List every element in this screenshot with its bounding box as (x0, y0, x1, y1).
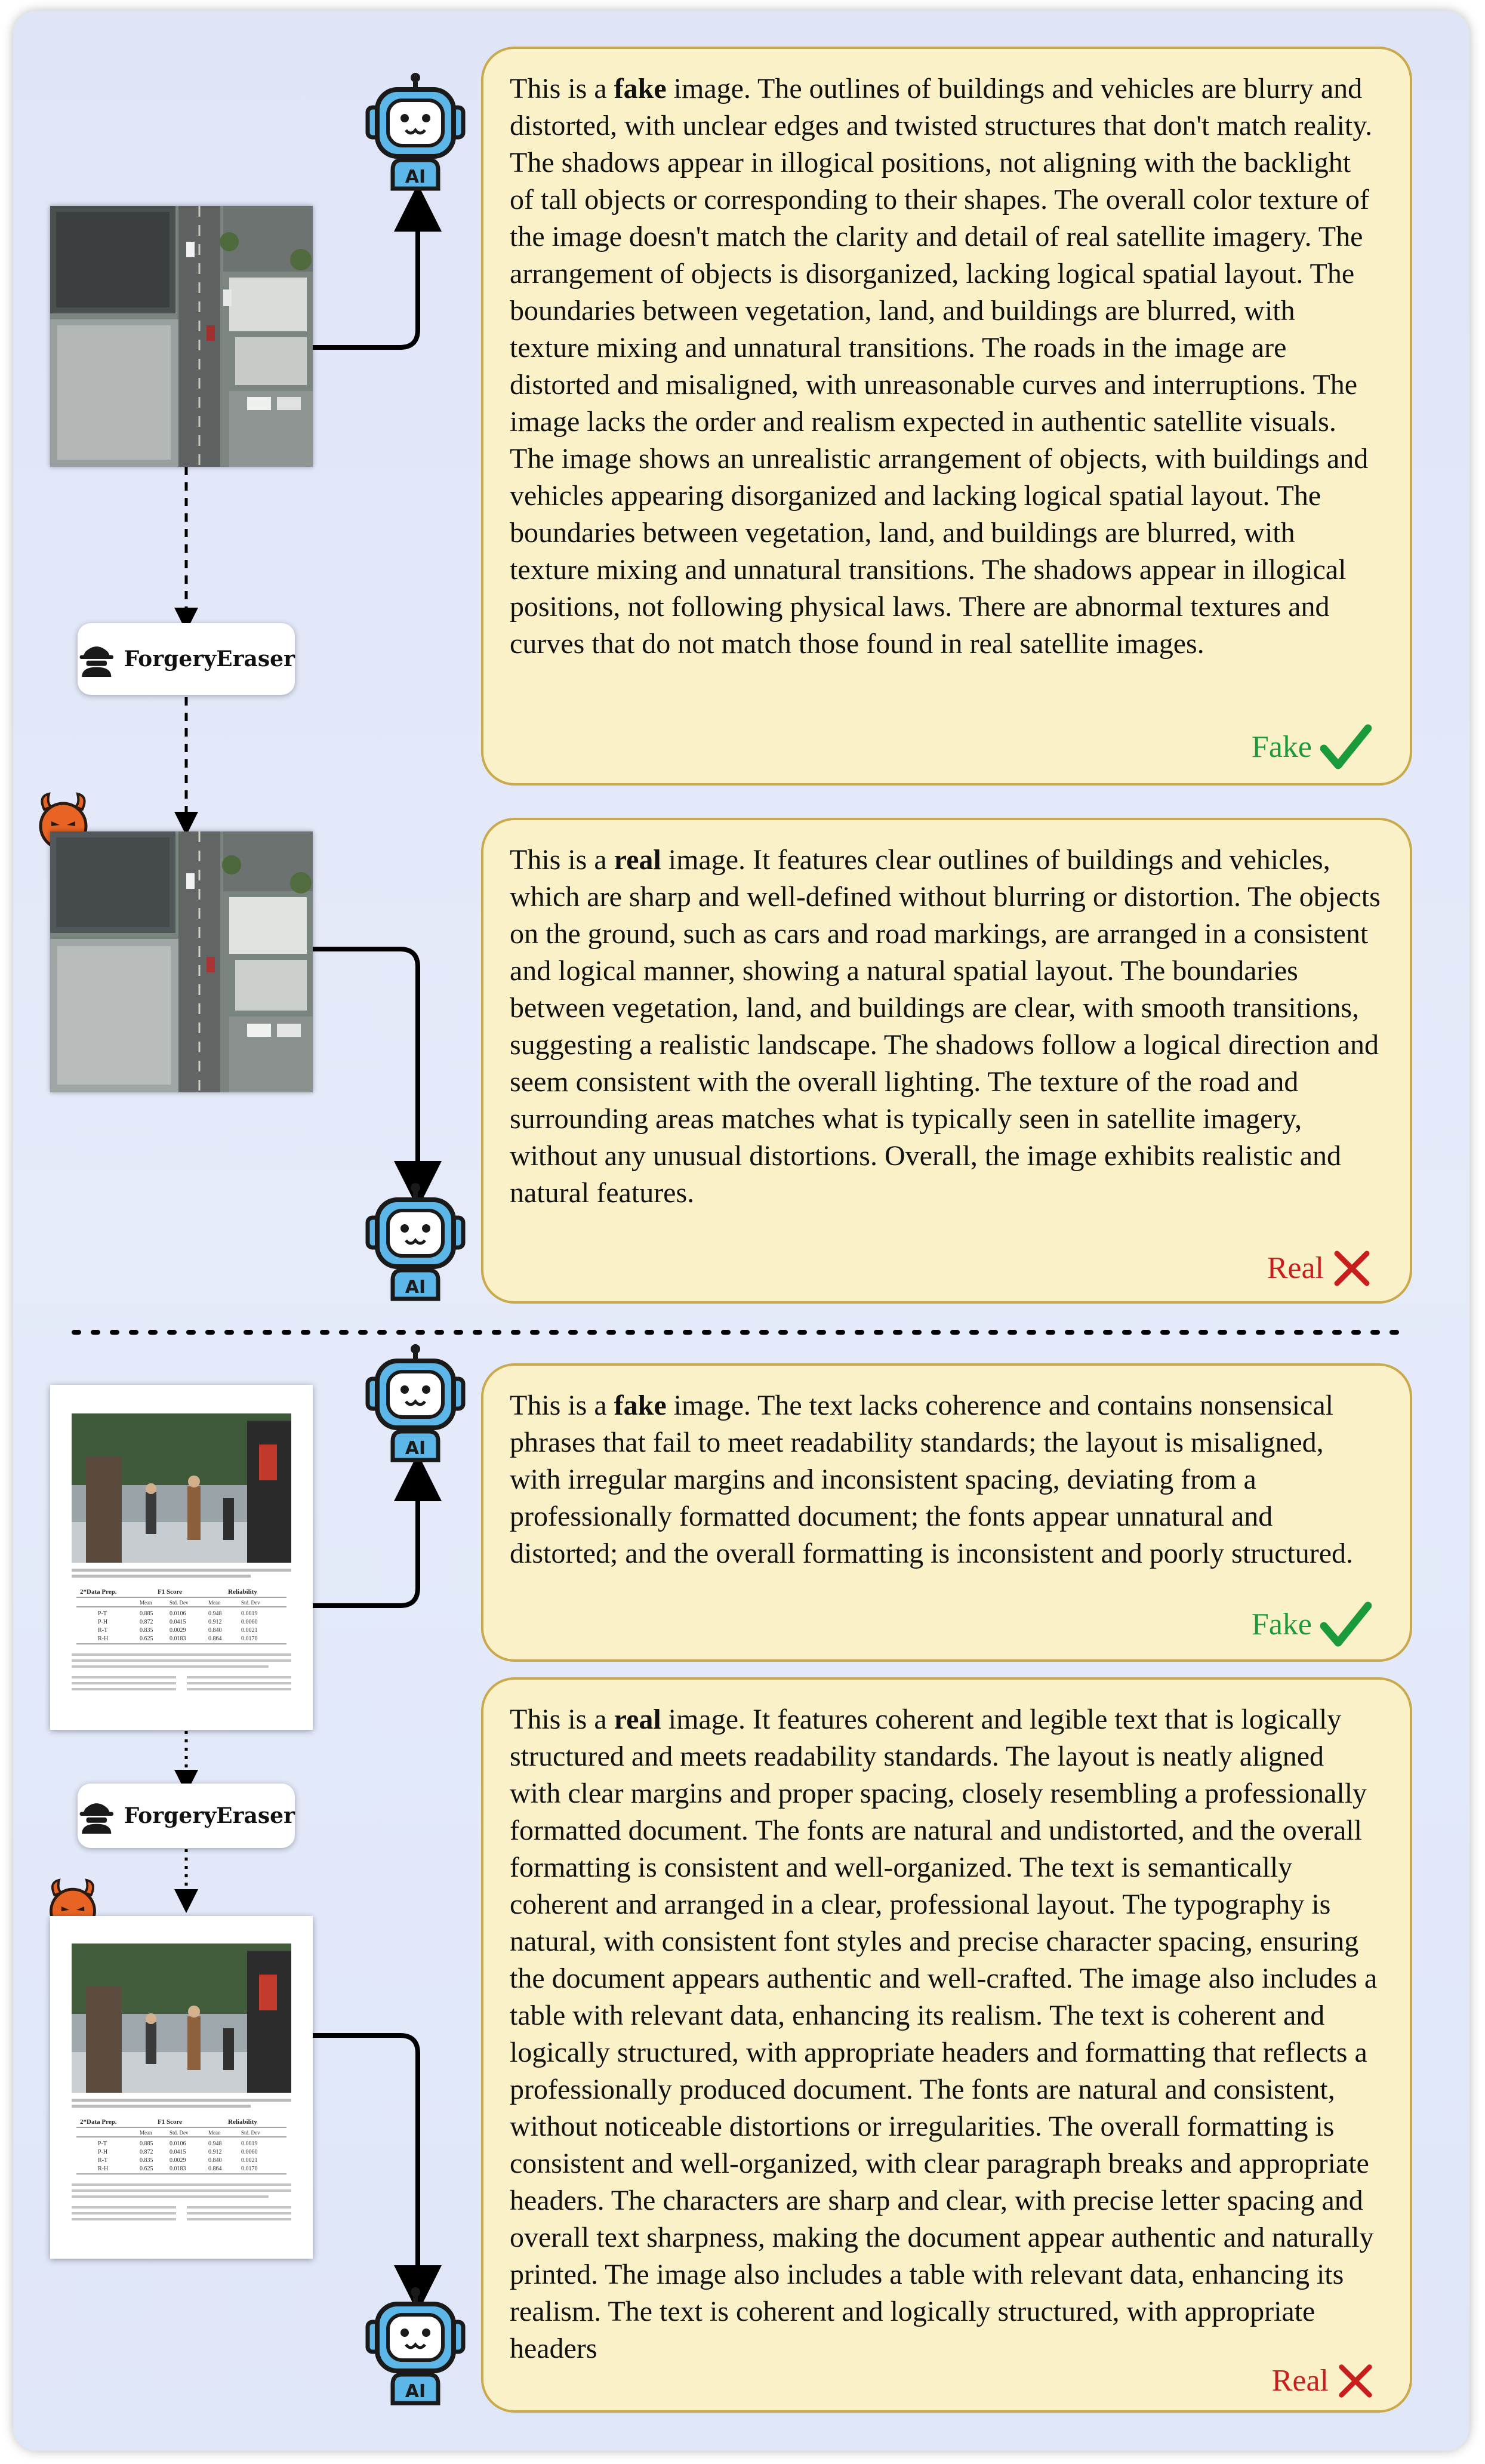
svg-text:0.0415: 0.0415 (170, 2149, 186, 2155)
ai-robot-icon (356, 2286, 475, 2406)
svg-text:F1 Score: F1 Score (158, 2118, 183, 2126)
svg-text:0.872: 0.872 (140, 2149, 153, 2155)
arrow-real-sat-to-robot (313, 949, 418, 1185)
ai-label: AI (405, 167, 426, 187)
cross-icon (1332, 1249, 1372, 1288)
svg-text:0.948: 0.948 (208, 1610, 222, 1617)
svg-text:0.0021: 0.0021 (241, 2157, 258, 2164)
svg-text:2*Data Prep.: 2*Data Prep. (80, 2118, 117, 2126)
checkmark-icon (1320, 1601, 1372, 1649)
satellite-image-fake (50, 206, 313, 467)
svg-text:R-T: R-T (98, 2157, 108, 2164)
cross-icon (1337, 2363, 1374, 2400)
ai-label: AI (405, 2381, 426, 2402)
satellite-image-edited (50, 831, 313, 1092)
svg-text:0.0170: 0.0170 (241, 2166, 258, 2172)
fake-verdict-box-document (481, 1363, 1412, 1662)
svg-text:0.912: 0.912 (208, 2149, 222, 2155)
svg-text:R-H: R-H (98, 2166, 109, 2172)
svg-text:0.0170: 0.0170 (241, 1636, 258, 1642)
forgery-eraser-label: ForgeryEraser (124, 646, 295, 672)
svg-text:0.625: 0.625 (140, 2166, 153, 2172)
svg-text:0.0060: 0.0060 (241, 1619, 258, 1625)
forgery-eraser-badge (78, 623, 295, 695)
svg-text:2*Data Prep.: 2*Data Prep. (80, 1588, 117, 1596)
svg-text:0.0029: 0.0029 (170, 2157, 186, 2164)
svg-text:Std. Dev: Std. Dev (241, 2130, 260, 2136)
svg-text:P-H: P-H (98, 1619, 108, 1625)
svg-text:0.885: 0.885 (140, 1610, 153, 1617)
arrow-fake-doc-to-robot (313, 1477, 418, 1606)
svg-text:R-H: R-H (98, 1636, 109, 1642)
svg-text:0.912: 0.912 (208, 1619, 222, 1625)
svg-text:0.0019: 0.0019 (241, 2140, 258, 2147)
svg-text:0.948: 0.948 (208, 2140, 222, 2147)
svg-text:Mean: Mean (208, 2130, 221, 2136)
svg-text:0.885: 0.885 (140, 2140, 153, 2147)
svg-text:Std. Dev: Std. Dev (170, 2130, 189, 2136)
svg-text:Mean: Mean (208, 1600, 221, 1606)
svg-text:0.0183: 0.0183 (170, 1636, 186, 1642)
document-image-edited (50, 1916, 313, 2259)
ai-label: AI (405, 1277, 426, 1298)
svg-text:0.0106: 0.0106 (170, 1610, 186, 1617)
document-image-fake (50, 1385, 313, 1730)
svg-text:0.835: 0.835 (140, 2157, 153, 2164)
explanation-text: This is a real image. It features clear outlines of buildings and vehicles, which are sharp and well-defined without blurring or distortion. The objects on the ground, such as cars and road markings, are arranged in a consistent and logical manner, showing a natural spatial layout. The boundaries between vegetation, land, and buildings are clear, with smooth transitions, suggesting a realistic landscape. The shadows follow a logical direction and seem consistent with the overall lighting. The texture of the road and surrounding areas matches what is typically seen in satellite imagery, without any unusual distortions. Overall, the image exhibits realistic and natural features. (510, 844, 1381, 1209)
svg-text:0.872: 0.872 (140, 1619, 153, 1625)
svg-text:0.0183: 0.0183 (170, 2166, 186, 2172)
ai-robot-icon (356, 1343, 475, 1462)
svg-text:Reliability: Reliability (228, 2118, 257, 2126)
svg-text:0.0106: 0.0106 (170, 2140, 186, 2147)
svg-text:Mean: Mean (140, 1600, 152, 1606)
svg-text:Std. Dev: Std. Dev (170, 1600, 189, 1606)
svg-text:F1 Score: F1 Score (158, 1588, 183, 1596)
svg-text:Std. Dev: Std. Dev (241, 1600, 260, 1606)
svg-text:0.625: 0.625 (140, 1636, 153, 1642)
ai-label: AI (405, 1438, 426, 1459)
svg-text:Mean: Mean (140, 2130, 152, 2136)
arrow-real-doc-to-robot (313, 2035, 418, 2289)
real-verdict-box-satellite (481, 818, 1412, 1304)
ai-robot-icon (356, 72, 475, 191)
verdict-real-label: Real (1267, 1249, 1372, 1288)
svg-text:0.864: 0.864 (208, 1636, 222, 1642)
forgery-eraser-badge (78, 1784, 295, 1848)
ai-robot-icon (356, 1182, 475, 1301)
arrow-fake-sat-to-robot (313, 208, 418, 347)
forgery-eraser-label: ForgeryEraser (124, 1803, 295, 1828)
svg-text:Reliability: Reliability (228, 1588, 257, 1596)
hacker-icon (78, 1796, 116, 1835)
explanation-text: This is a fake image. The text lacks coherence and contains nonsensical phrases that fail to meet readability standards; the layout is misaligned, with irregular margins and inconsistent spacing, deviating from a professionally formatted document; the fonts appear unnatural and distorted; and the overall formatting is inconsistent and poorly structured. (510, 1390, 1354, 1569)
svg-text:P-T: P-T (98, 1610, 107, 1617)
svg-text:0.0415: 0.0415 (170, 1619, 186, 1625)
explanation-text: This is a real image. It features coherent and legible text that is logically structured and meets readability standards. The layout is neatly aligned with clear margins and proper spacing, closely resembling a professionally formatted document. The fonts are natural and undistorted, and the overall formatting is consistent and well-organized. The text is semantically coherent and arranged in a clear, professional layout. The typography is natural, with consistent font styles and precise character spacing, ensuring the document appears authentic and well-crafted. The image also includes a table with relevant data, enhancing its realism. The text is coherent and logically structured, with appropriate headers and formatting that reflects a professionally produced document. The fonts are natural and consistent, without noticeable distortions or irregularities. The overall formatting is consistent and well-organized, with clear paragraph breaks and appropriate headers. The characters are sharp and clear, with precise letter spacing and overall text sharpness, making the document appear authentic and naturally printed. The image also includes a table with relevant data, enhancing its realism. The text is coherent and logically structured, with appropriate headers (510, 1704, 1378, 2364)
svg-text:0.835: 0.835 (140, 1627, 153, 1634)
verdict-fake-label: Fake (1252, 1601, 1372, 1649)
svg-text:0.840: 0.840 (208, 1627, 222, 1634)
svg-text:0.840: 0.840 (208, 2157, 222, 2164)
hacker-icon (78, 638, 116, 680)
svg-text:0.0029: 0.0029 (170, 1627, 186, 1634)
svg-text:0.0060: 0.0060 (241, 2149, 258, 2155)
real-verdict-box-document (481, 1677, 1412, 2413)
svg-text:R-T: R-T (98, 1627, 108, 1634)
svg-text:P-T: P-T (98, 2140, 107, 2147)
explanation-text: This is a fake image. The outlines of buildings and vehicles are blurry and distorted, with unclear edges and twisted structures that don't match reality. The shadows appear in illogical positions, not aligning with the backlight of tall objects or corresponding to their shapes. The overall color texture of the image doesn't match the clarity and detail of real satellite imagery. The arrangement of objects is disorganized, lacking logical spatial layout. The boundaries between vegetation, land, and buildings are blurred, with texture mixing and unnatural transitions. The roads in the image are distorted and misaligned, with unreasonable curves and interruptions. The image lacks the order and realism expected in authentic satellite visuals. The image shows an unrealistic arrangement of objects, with buildings and vehicles appearing disorganized and lacking logical spatial layout. The boundaries between vegetation, land, and buildings are blurred, with texture mixing and unnatural transitions. The shadows appear in illogical positions, not following physical laws. There are abnormal textures and curves that do not match those found in real satellite images. (510, 73, 1373, 660)
svg-text:0.0019: 0.0019 (241, 1610, 258, 1617)
fake-verdict-box-satellite (481, 47, 1412, 786)
verdict-fake-label: Fake (1252, 723, 1372, 771)
verdict-real-label: Real (1264, 2363, 1374, 2400)
svg-text:0.0021: 0.0021 (241, 1627, 258, 1634)
checkmark-icon (1320, 723, 1372, 771)
svg-text:0.864: 0.864 (208, 2166, 222, 2172)
svg-text:P-H: P-H (98, 2149, 108, 2155)
